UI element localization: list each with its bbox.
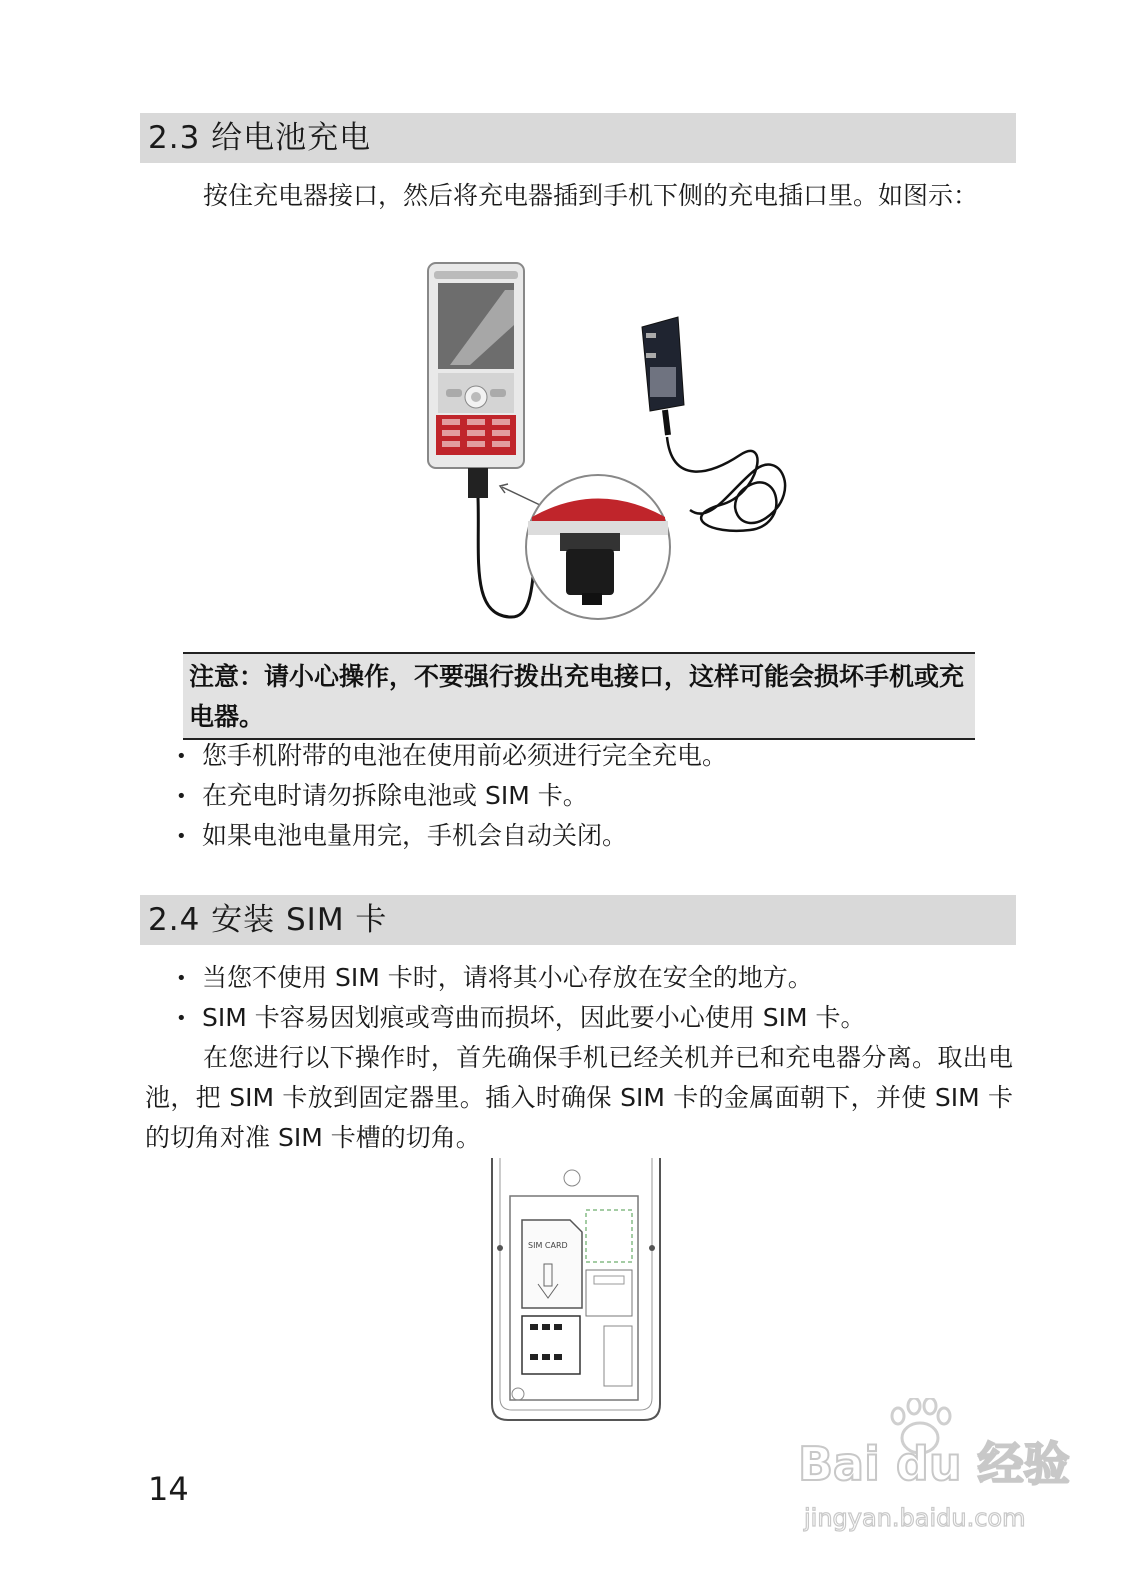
section-header-2-4 <box>140 895 1016 945</box>
watermark-brand: Bai du 经验 <box>798 1437 1070 1491</box>
warning-text: 注意：请小心操作，不要强行拨出充电接口，这样可能会损坏手机或充电器。 <box>189 662 965 731</box>
page-number: 14 <box>148 1470 189 1508</box>
bullet-icon: • <box>176 786 187 807</box>
section-header-2-3 <box>140 113 1016 163</box>
charger-plug <box>468 468 488 498</box>
sim-card-label: SIM CARD <box>528 1241 568 1250</box>
sim-figure <box>486 1158 666 1424</box>
charging-figure <box>410 255 810 635</box>
baidu-watermark <box>790 1398 1070 1548</box>
list-item: • 您手机附带的电池在使用前必须进行完全充电。 <box>176 736 727 777</box>
bullet-icon: • <box>176 746 187 767</box>
bullet-icon: • <box>176 826 187 847</box>
warning-note <box>183 652 975 740</box>
section-title: 2.3 给电池充电 <box>148 120 372 156</box>
charging-instruction: 按住充电器接口，然后将充电器插到手机下侧的充电插口里。如图示： <box>203 181 979 210</box>
list-item: • 当您不使用 SIM 卡时，请将其小心存放在安全的地方。 <box>176 958 813 999</box>
list-item: • 在充电时请勿拆除电池或 SIM 卡。 <box>176 776 588 817</box>
section-title: 2.4 安装 SIM 卡 <box>148 902 388 938</box>
list-item: • SIM 卡容易因划痕或弯曲而损坏，因此要小心使用 SIM 卡。 <box>176 998 865 1039</box>
bullet-icon: • <box>176 968 187 989</box>
watermark-url: jingyan.baidu.com <box>804 1504 1026 1532</box>
list-item: • 如果电池电量用完，手机会自动关闭。 <box>176 816 627 857</box>
bullet-icon: • <box>176 1008 187 1029</box>
sim-instruction: 在您进行以下操作时，首先确保手机已经关机并已和充电器分离。取出电池，把 SIM 卡放到固定器里。插入时确保 SIM 卡的金属面朝下，并使 SIM 卡的切角对准 SIM 卡槽的切角。 <box>145 1043 1013 1152</box>
